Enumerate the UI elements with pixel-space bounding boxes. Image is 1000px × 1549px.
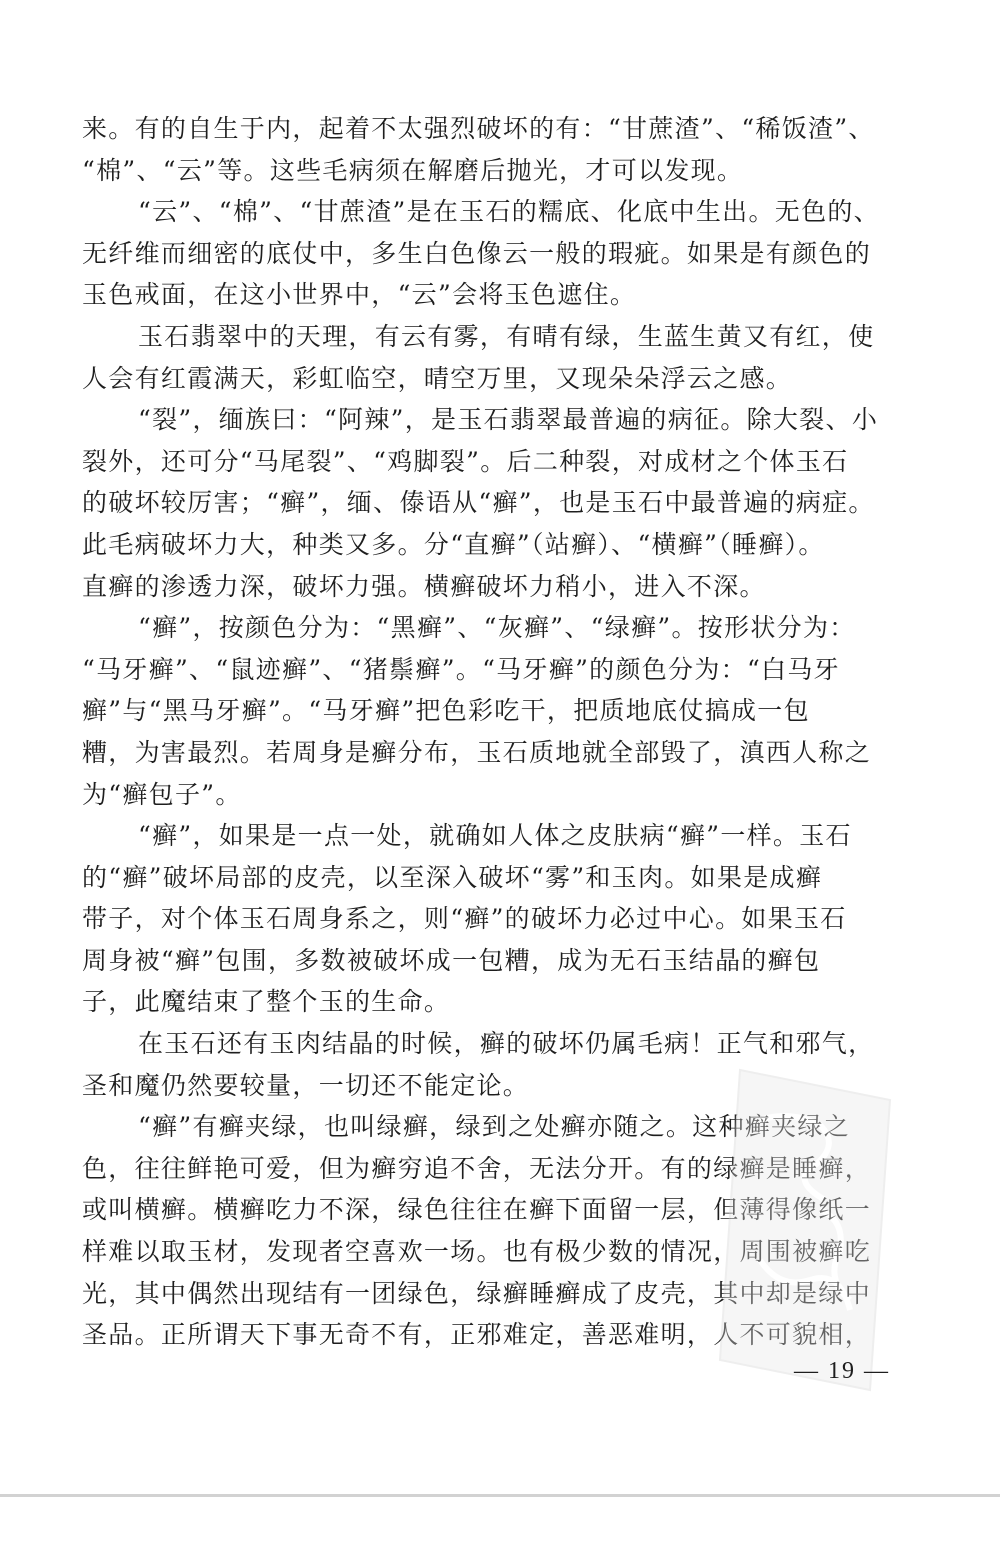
text-line: 玉石翡翠中的天理，有云有雾，有晴有绿，生蓝生黄又有红，使 [138,321,875,351]
text-line: 圣和魔仍然要较量，一切还不能定论。 [82,1070,530,1100]
text-line: “棉”、“云”等。这些毛病须在解磨后抛光，才可以发现。 [82,155,744,185]
page-number: — 19 — [794,1358,890,1384]
text-line: 样难以取玉材，发现者空喜欢一场。也有极少数的情况，周围被癣吃 [82,1237,872,1267]
text-line: “裂”，缅族曰：“阿辣”，是玉石翡翠最普遍的病征。除大裂、小 [138,405,879,435]
text-line: 直癣的渗透力深，破坏力强。横癣破坏力稍小，进入不深。 [82,571,766,601]
text-line: 周身被“癣”包围，多数被破坏成一包糟，成为无石玉结晶的癣包 [82,945,821,975]
text-line: 糟，为害最烈。若周身是癣分布，玉石质地就全部毁了，滇西人称之 [82,737,872,767]
text-line: 色，往往鲜艳可爱，但为癣穷追不舍，无法分开。有的绿癣是睡癣， [82,1153,872,1183]
text-line: 的“癣”破坏局部的皮壳，以至深入破坏“雾”和玉肉。如果是成癣 [82,862,823,892]
text-line: 人会有红霞满天，彩虹临空，晴空万里，又现朵朵浮云之感。 [82,363,793,393]
text-line: 的破坏较厉害；“癣”，缅、傣语从“癣”，也是玉石中最普遍的病症。 [82,488,875,518]
text-line: 子，此魔结束了整个玉的生命。 [82,987,451,1017]
text-line: “癣”有癣夹绿，也叫绿癣，绿到之处癣亦随之。这种癣夹绿之 [138,1112,850,1142]
text-line: 或叫横癣。横癣吃力不深，绿色往往在癣下面留一层，但薄得像纸一 [82,1195,872,1225]
text-line: 带子，对个体玉石周身系之，则“癣”的破坏力必过中心。如果玉石 [82,904,847,934]
text-line: “马牙癣”、“鼠迹癣”、“猪鬃癣”。“马牙癣”的颜色分为：“白马牙 [82,654,840,684]
text-line: 光，其中偶然出现结有一团绿色，绿癣睡癣成了皮壳，其中却是绿中 [82,1278,872,1308]
text-line: 裂外，还可分“马尾裂”、“鸡脚裂”。后二种裂，对成材之个体玉石 [82,446,849,476]
text-line: “癣”，按颜色分为：“黑癣”、“灰癣”、“绿癣”。按形状分为： [138,613,856,643]
text-line: 为“癣包子”。 [82,779,242,809]
text-line: “癣”，如果是一点一处，就确如人体之皮肤病“癣”一样。玉石 [138,821,852,851]
text-line: 圣品。正所谓天下事无奇不有，正邪难定，善恶难明，人不可貌相， [82,1320,872,1350]
text-line: 来。有的自生于内，起着不太强烈破坏的有：“甘蔗渣”、“稀饭渣”、 [82,114,875,143]
text-line: 此毛病破坏力大，种类又多。分“直癣”（站癣）、“横癣”（睡癣）。 [82,529,825,559]
text-line: 癣”与“黑马牙癣”。“马牙癣”把色彩吃干，把质地底仗搞成一包 [82,696,810,726]
text-line: 玉色戒面，在这小世界中，“云”会将玉色遮住。 [82,280,637,310]
text-line: 无纤维而细密的底仗中，多生白色像云一般的瑕疵。如果是有颜色的 [82,238,872,268]
text-line: “云”、“棉”、“甘蔗渣”是在玉石的糯底、化底中生出。无色的、 [138,197,880,227]
page-bottom-edge [0,1494,1000,1497]
text-line: 在玉石还有玉肉结晶的时候，癣的破坏仍属毛病！正气和邪气， [138,1029,875,1059]
